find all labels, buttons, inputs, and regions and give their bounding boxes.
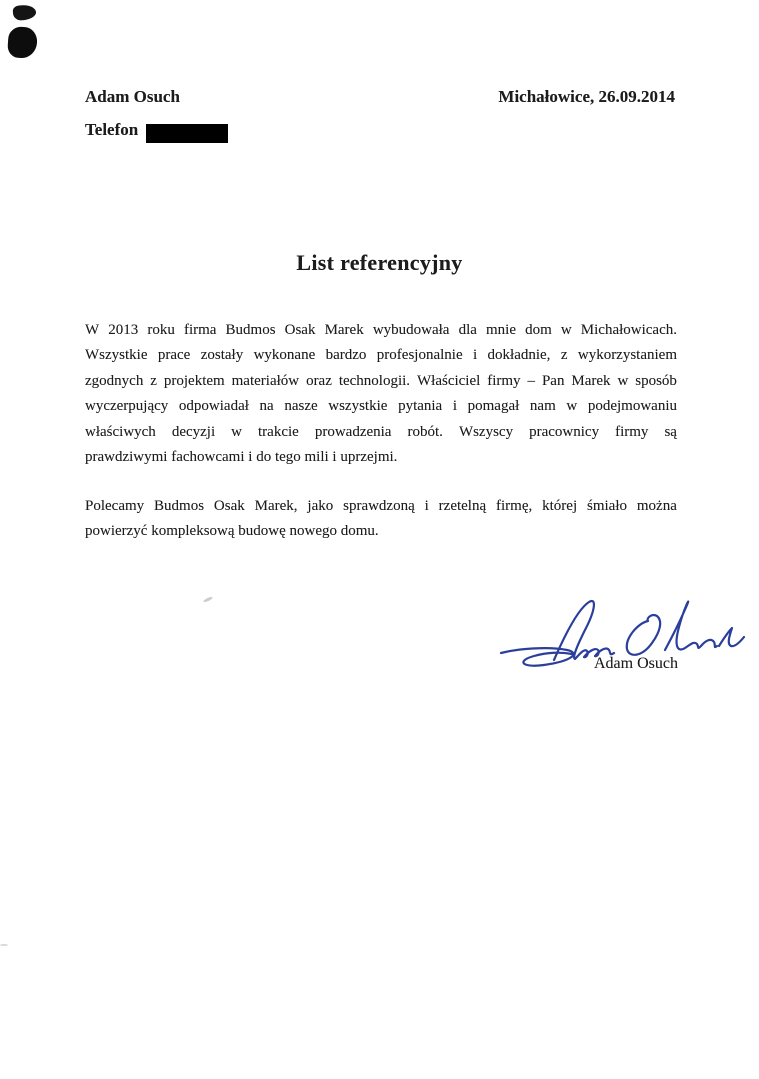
phone-label: Telefon: [85, 120, 139, 139]
handwritten-signature-icon: [468, 585, 759, 697]
signatory-name: Adam Osuch: [594, 655, 678, 672]
body-line: powierzyć kompleksową budowę nowego domu.: [85, 523, 379, 540]
signature-stroke: [501, 648, 574, 666]
signature-stroke: [554, 601, 614, 660]
scan-speck: [203, 596, 213, 603]
body-line: Wszystkie prace zostały wykonane bardzo profesjonalnie i dokładnie, z wykorzystaniem: [85, 347, 677, 364]
place-date: Michałowice, 26.09.2014: [498, 87, 675, 106]
signature-stroke: [627, 615, 660, 655]
signature-stroke: [665, 602, 717, 650]
scan-artifact: [7, 26, 38, 59]
scan-artifact: [12, 4, 36, 21]
signature-stroke: [719, 628, 744, 646]
body-paragraph-1: [85, 318, 677, 470]
body-line: zgodnych z projektem materiałów oraz technologii. Właściciel firmy – Pan Marek w sposób: [85, 372, 677, 389]
body-line: W 2013 roku firma Budmos Osak Marek wybudowała dla mnie dom w Michałowicach.: [85, 322, 677, 338]
body-line: Polecamy Budmos Osak Marek, jako sprawdzoną i rzetelną firmę, której śmiało można: [85, 498, 677, 514]
letter-header: [85, 87, 675, 107]
body-line: właściwych decyzji w trakcie prowadzenia robót. Wszyscy pracownicy firmy są: [85, 423, 677, 440]
scan-speck: [0, 944, 8, 946]
body-line: prawdziwymi fachowcami i do tego mili i uprzejmi.: [85, 448, 398, 465]
letter-title: List referencyjny: [296, 250, 463, 275]
sender-name: Adam Osuch: [85, 87, 180, 106]
body-line: wyczerpujący odpowiadał na nasze wszystkie pytania i pomagał nam w podejmowaniu: [85, 398, 677, 415]
phone-redaction-box: [146, 124, 228, 143]
body-paragraph-2: [85, 494, 677, 545]
phone-row: [85, 120, 228, 143]
